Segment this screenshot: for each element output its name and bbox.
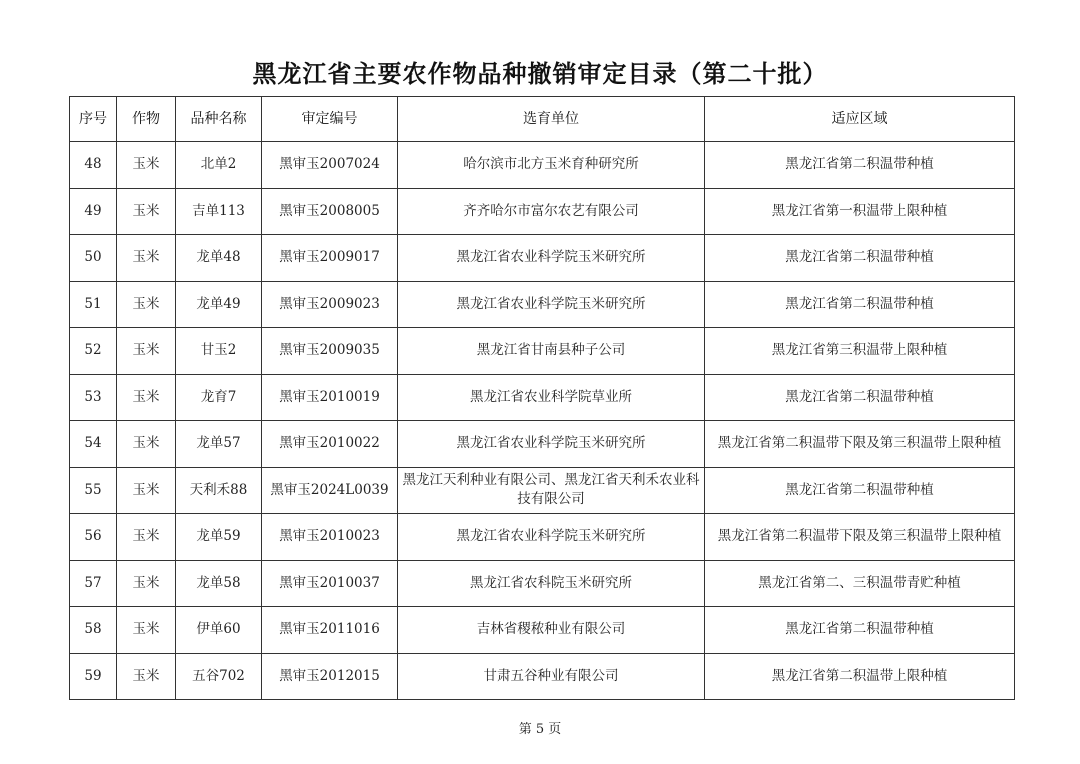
variety-name-cell: 北单2: [176, 142, 262, 189]
table-row: [70, 514, 1015, 561]
breeder-cell: 甘肃五谷种业有限公司: [398, 653, 705, 700]
row-index-cell: 52: [70, 328, 117, 375]
variety-name-cell: 龙单57: [176, 421, 262, 468]
region-cell: 黑龙江省第二积温带种植: [705, 467, 1015, 514]
variety-name-cell: 龙单48: [176, 235, 262, 282]
table-row: [70, 374, 1015, 421]
breeder-cell: 黑龙江省农科院玉米研究所: [398, 560, 705, 607]
table-row: [70, 653, 1015, 700]
approval-number-cell: 黑审玉2012015: [262, 653, 398, 700]
table-row: [70, 607, 1015, 654]
crop-cell: 玉米: [117, 421, 176, 468]
row-index-cell: 55: [70, 467, 117, 514]
approval-number-cell: 黑审玉2010023: [262, 514, 398, 561]
region-cell: 黑龙江省第二积温带种植: [705, 374, 1015, 421]
region-cell: 黑龙江省第二积温带种植: [705, 142, 1015, 189]
row-index-cell: 48: [70, 142, 117, 189]
approval-number-cell: 黑审玉2007024: [262, 142, 398, 189]
approval-number-cell: 黑审玉2008005: [262, 188, 398, 235]
table-row: [70, 328, 1015, 375]
row-index-cell: 57: [70, 560, 117, 607]
table-row: [70, 560, 1015, 607]
breeder-cell: 哈尔滨市北方玉米育种研究所: [398, 142, 705, 189]
crop-cell: 玉米: [117, 607, 176, 654]
table-row: [70, 235, 1015, 282]
breeder-cell: 黑龙江省农业科学院玉米研究所: [398, 421, 705, 468]
row-index-cell: 50: [70, 235, 117, 282]
breeder-cell: 齐齐哈尔市富尔农艺有限公司: [398, 188, 705, 235]
variety-name-cell: 龙单59: [176, 514, 262, 561]
approval-number-cell: 黑审玉2010019: [262, 374, 398, 421]
header-cell: 审定编号: [262, 97, 398, 142]
variety-name-cell: 伊单60: [176, 607, 262, 654]
crop-cell: 玉米: [117, 281, 176, 328]
row-index-cell: 58: [70, 607, 117, 654]
crop-cell: 玉米: [117, 653, 176, 700]
row-index-cell: 56: [70, 514, 117, 561]
breeder-cell: 黑龙江省农业科学院玉米研究所: [398, 281, 705, 328]
region-cell: 黑龙江省第二积温带种植: [705, 235, 1015, 282]
table-row: [70, 188, 1015, 235]
breeder-cell: 黑龙江省甘南县种子公司: [398, 328, 705, 375]
page-number: 第 5 页: [518, 722, 562, 737]
breeder-cell: 黑龙江省农业科学院玉米研究所: [398, 514, 705, 561]
breeder-cell: 黑龙江天利种业有限公司、黑龙江省天利禾农业科技有限公司: [398, 467, 705, 514]
header-cell: 品种名称: [176, 97, 262, 142]
row-index-cell: 49: [70, 188, 117, 235]
header-cell: 作物: [117, 97, 176, 142]
variety-revocation-table: [69, 96, 1015, 700]
region-cell: 黑龙江省第二积温带下限及第三积温带上限种植: [705, 421, 1015, 468]
approval-number-cell: 黑审玉2010037: [262, 560, 398, 607]
variety-name-cell: 龙单58: [176, 560, 262, 607]
region-cell: 黑龙江省第二、三积温带青贮种植: [705, 560, 1015, 607]
document-title: 黑龙江省主要农作物品种撤销审定目录（第二十批）: [252, 60, 828, 88]
region-cell: 黑龙江省第二积温带种植: [705, 607, 1015, 654]
approval-number-cell: 黑审玉2010022: [262, 421, 398, 468]
variety-name-cell: 吉单113: [176, 188, 262, 235]
table-header-row: [70, 97, 1015, 142]
header-cell: 选育单位: [398, 97, 705, 142]
header-cell: 序号: [70, 97, 117, 142]
region-cell: 黑龙江省第二积温带下限及第三积温带上限种植: [705, 514, 1015, 561]
row-index-cell: 54: [70, 421, 117, 468]
variety-name-cell: 天利禾88: [176, 467, 262, 514]
approval-number-cell: 黑审玉2009035: [262, 328, 398, 375]
breeder-cell: 黑龙江省农业科学院草业所: [398, 374, 705, 421]
crop-cell: 玉米: [117, 560, 176, 607]
crop-cell: 玉米: [117, 188, 176, 235]
region-cell: 黑龙江省第一积温带上限种植: [705, 188, 1015, 235]
crop-cell: 玉米: [117, 374, 176, 421]
header-cell: 适应区域: [705, 97, 1015, 142]
approval-number-cell: 黑审玉2011016: [262, 607, 398, 654]
variety-name-cell: 五谷702: [176, 653, 262, 700]
table-row: [70, 467, 1015, 514]
table-row: [70, 142, 1015, 189]
breeder-cell: 吉林省稷秾种业有限公司: [398, 607, 705, 654]
region-cell: 黑龙江省第三积温带上限种植: [705, 328, 1015, 375]
crop-cell: 玉米: [117, 235, 176, 282]
region-cell: 黑龙江省第二积温带上限种植: [705, 653, 1015, 700]
table-row: [70, 421, 1015, 468]
approval-number-cell: 黑审玉2009017: [262, 235, 398, 282]
crop-cell: 玉米: [117, 142, 176, 189]
row-index-cell: 59: [70, 653, 117, 700]
approval-number-cell: 黑审玉2024L0039: [262, 467, 398, 514]
crop-cell: 玉米: [117, 467, 176, 514]
variety-name-cell: 龙单49: [176, 281, 262, 328]
crop-cell: 玉米: [117, 328, 176, 375]
approval-number-cell: 黑审玉2009023: [262, 281, 398, 328]
row-index-cell: 51: [70, 281, 117, 328]
breeder-cell: 黑龙江省农业科学院玉米研究所: [398, 235, 705, 282]
region-cell: 黑龙江省第二积温带种植: [705, 281, 1015, 328]
variety-name-cell: 龙育7: [176, 374, 262, 421]
crop-cell: 玉米: [117, 514, 176, 561]
table-row: [70, 281, 1015, 328]
row-index-cell: 53: [70, 374, 117, 421]
variety-name-cell: 甘玉2: [176, 328, 262, 375]
